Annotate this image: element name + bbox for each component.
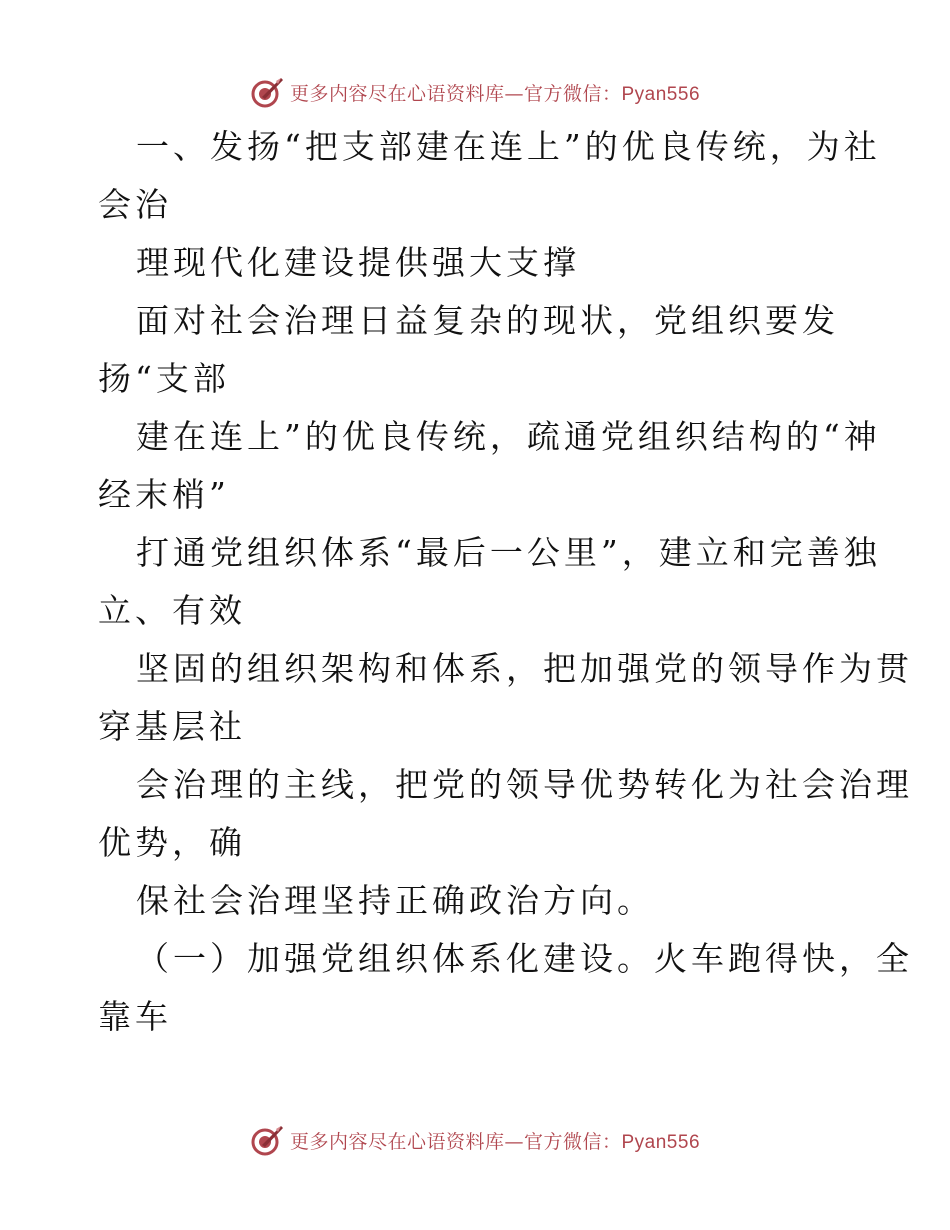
body-line: 打通党组织体系“最后一公里”，建立和完善独 bbox=[136, 533, 881, 572]
document-body bbox=[98, 118, 913, 1046]
body-line: 一、发扬“把支部建在连上”的优良传统，为社 bbox=[136, 127, 881, 166]
body-line: 扬“支部 bbox=[98, 359, 230, 398]
watermark-label: 更多内容尽在心语资料库—官方微信： bbox=[289, 1130, 622, 1153]
header-watermark bbox=[0, 72, 950, 112]
quill-logo-icon bbox=[250, 1123, 284, 1157]
body-line: 优势，确 bbox=[98, 823, 246, 862]
body-line: 会治理的主线，把党的领导优势转化为社会治理 bbox=[136, 765, 913, 804]
body-line: 理现代化建设提供强大支撑 bbox=[136, 243, 580, 282]
body-line: 穿基层社 bbox=[98, 707, 246, 746]
watermark-label: 更多内容尽在心语资料库—官方微信： bbox=[289, 82, 622, 105]
body-line: 保社会治理坚持正确政治方向。 bbox=[136, 881, 654, 920]
body-line: 经末梢” bbox=[98, 475, 230, 514]
watermark-wechat-id: Pyan556 bbox=[621, 1131, 701, 1153]
watermark-text bbox=[290, 1127, 700, 1154]
footer-watermark bbox=[0, 1120, 950, 1160]
body-line: 立、有效 bbox=[98, 591, 246, 630]
watermark-text bbox=[290, 79, 700, 106]
body-line: 靠车 bbox=[98, 997, 172, 1036]
body-line: 面对社会治理日益复杂的现状，党组织要发 bbox=[136, 301, 839, 340]
body-line: 会治 bbox=[98, 185, 172, 224]
quill-logo-icon bbox=[250, 75, 284, 109]
body-line: 坚固的组织架构和体系，把加强党的领导作为贯 bbox=[136, 649, 913, 688]
watermark-wechat-id: Pyan556 bbox=[621, 83, 701, 105]
body-line: 建在连上”的优良传统，疏通党组织结构的“神 bbox=[136, 417, 881, 456]
body-line: （一）加强党组织体系化建设。火车跑得快，全 bbox=[136, 939, 913, 978]
